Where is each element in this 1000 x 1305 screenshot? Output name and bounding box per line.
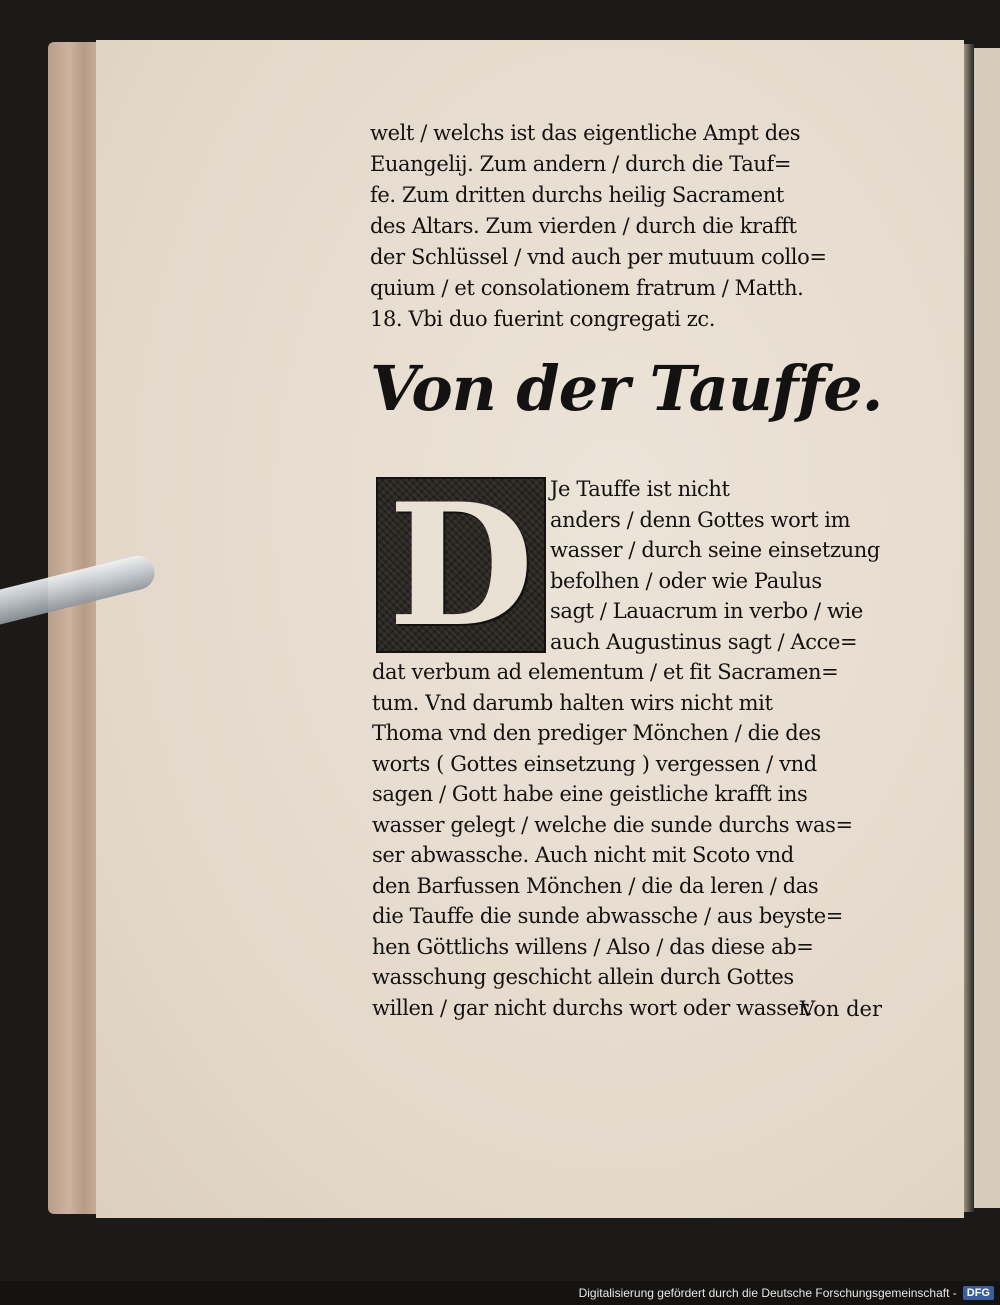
text-line: willen / gar nicht durchs wort oder wasser. xyxy=(372,995,813,1020)
text-line: Je Tauffe ist nicht xyxy=(550,477,730,501)
body-paragraph xyxy=(372,466,917,1023)
text-line: auch Augustinus sagt / Acce= xyxy=(550,629,858,654)
book-gutter xyxy=(964,44,974,1212)
footer-bar xyxy=(0,1281,1000,1305)
text-line: dat verbum ad elementum / et fit Sacramen= xyxy=(372,660,839,684)
catchword: Von der xyxy=(800,997,882,1021)
text-line: wasschung geschicht allein durch Gottes xyxy=(372,965,794,989)
text-line: fe. Zum dritten durchs heilig Sacrament xyxy=(370,183,784,207)
text-line: sagt / Lauacrum in verbo / wie xyxy=(550,599,863,623)
text-line: welt / welchs ist das eigentliche Ampt des xyxy=(370,121,801,145)
text-line: befolhen / oder wie Paulus xyxy=(550,568,822,593)
facing-page-edge xyxy=(974,48,1000,1208)
text-line: quium / et consolationem fratrum / Matth. xyxy=(370,276,804,300)
footer-credit: Digitalisierung gefördert durch die Deutsche Forschungsgemeinschaft - xyxy=(578,1286,957,1300)
text-line: sagen / Gott habe eine geistliche krafft ins xyxy=(372,782,808,806)
text-line: 18. Vbi duo fuerint congregati zc. xyxy=(370,307,716,331)
text-line: die Tauffe die sunde abwassche / aus beyste= xyxy=(372,904,843,928)
text-line: worts ( Gottes einsetzung ) vergessen / vnd xyxy=(372,751,817,776)
text-line: des Altars. Zum vierden / durch die krafft xyxy=(370,214,797,238)
top-paragraph xyxy=(370,118,915,335)
dfg-logo-icon: DFG xyxy=(963,1286,994,1300)
text-line: Euangelij. Zum andern / durch die Tauf= xyxy=(370,152,792,176)
text-line: wasser gelegt / welche die sunde durchs was= xyxy=(372,812,853,837)
text-line: hen Göttlichs willens / Also / das diese ab= xyxy=(372,934,814,959)
text-line: ser abwassche. Auch nicht mit Scoto vnd xyxy=(372,843,794,867)
text-line: anders / denn Gottes wort im xyxy=(550,507,851,532)
text-line: der Schlüssel / vnd auch per mutuum collo= xyxy=(370,245,827,269)
text-line: Thoma vnd den prediger Mönchen / die des xyxy=(372,721,821,745)
text-line: tum. Vnd darumb halten wirs nicht mit xyxy=(372,690,773,715)
initial-letter: D xyxy=(388,466,534,664)
section-heading: Von der Tauffe. xyxy=(370,352,883,425)
text-line: den Barfussen Mönchen / die da leren / das xyxy=(372,873,819,898)
text-line: wasser / durch seine einsetzung xyxy=(550,538,880,562)
